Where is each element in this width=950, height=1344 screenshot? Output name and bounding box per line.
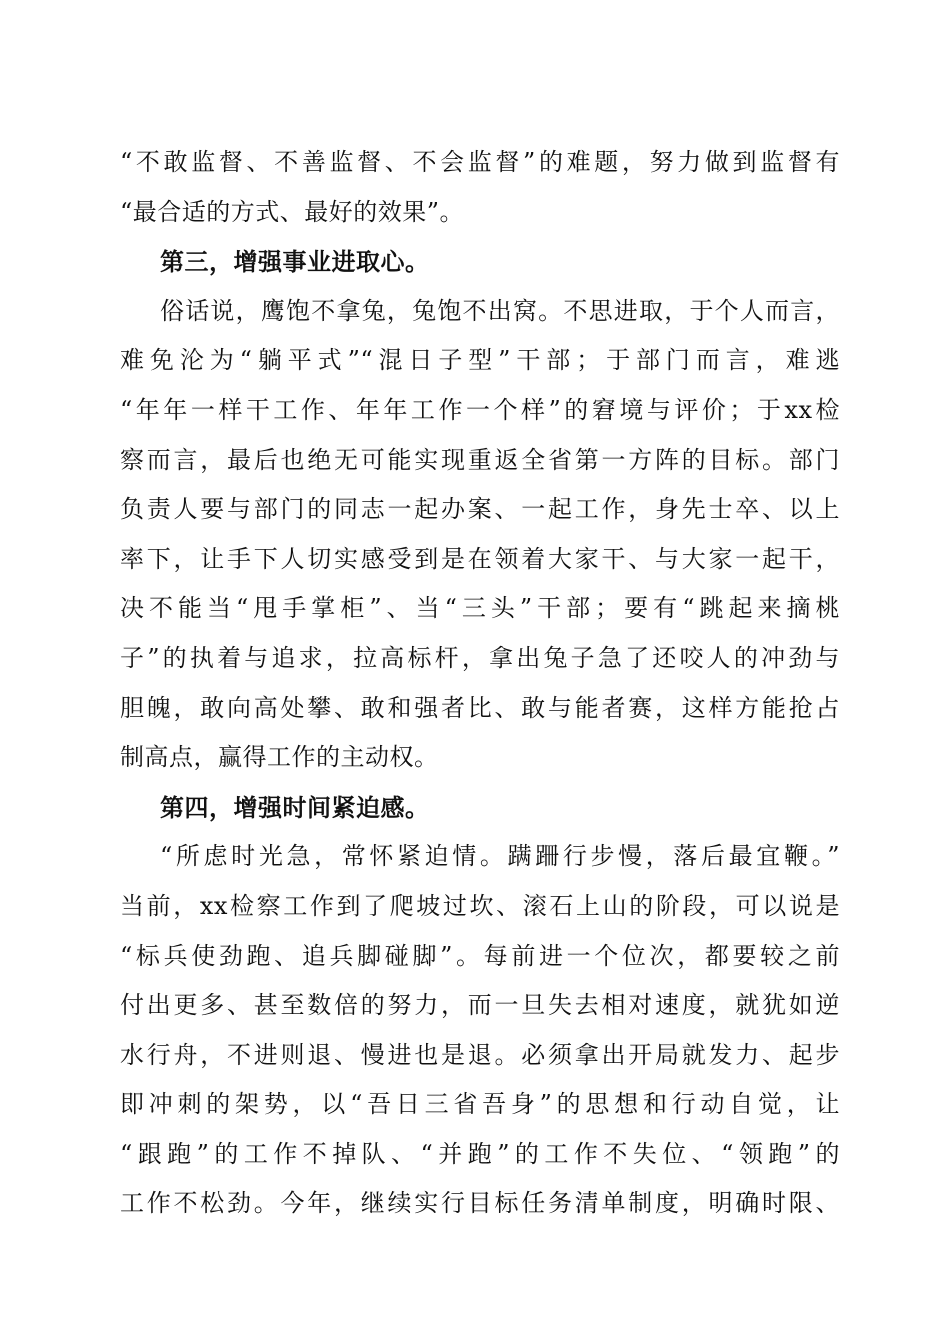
body-line: “不敢监督、不善监督、不会监督”的难题，努力做到监督有 — [120, 148, 840, 176]
body-line: 察而言，最后也绝无可能实现重返全省第一方阵的目标。部门 — [120, 445, 840, 474]
body-line: 制高点，赢得工作的主动权。 — [120, 743, 439, 772]
section-heading-fourth: 第四，增强时间紧迫感。 — [160, 792, 430, 822]
body-line: 率下，让手下人切实感受到是在领着大家干、与大家一起干， — [120, 544, 840, 573]
body-line: 俗话说，鹰饱不拿兔，兔饱不出窝。不思进取，于个人而言， — [160, 296, 840, 325]
body-line: “最合适的方式、最好的效果”。 — [120, 197, 465, 226]
document-body — [120, 138, 840, 1229]
body-line: “标兵使劲跑、追兵脚碰脚”。每前进一个位次，都要较之前 — [120, 941, 840, 970]
body-line: 子”的执着与追求，拉高标杆，拿出兔子急了还咬人的冲劲与 — [120, 643, 840, 672]
section-heading-third: 第三，增强事业进取心。 — [160, 247, 430, 277]
body-line: “所虑时光急，常怀紧迫情。蹒跚行步慢，落后最宜鞭。” — [160, 842, 840, 871]
body-line: 胆魄，敢向高处攀、敢和强者比、敢与能者赛，这样方能抢占 — [120, 693, 840, 722]
body-line: “年年一样干工作、年年工作一个样”的窘境与评价；于xx检 — [120, 395, 840, 424]
body-line: 工作不松劲。今年，继续实行目标任务清单制度，明确时限、 — [120, 1189, 840, 1218]
body-line: 难免沦为“躺平式”“混日子型”干部；于部门而言，难逃 — [120, 346, 840, 375]
body-line: 付出更多、甚至数倍的努力，而一旦失去相对速度，就犹如逆 — [120, 991, 840, 1020]
body-line: 水行舟，不进则退、慢进也是退。必须拿出开局就发力、起步 — [120, 1040, 840, 1069]
body-line: 决不能当“甩手掌柜”、当“三头”干部；要有“跳起来摘桃 — [120, 594, 840, 623]
body-line: “跟跑”的工作不掉队、“并跑”的工作不失位、“领跑”的 — [120, 1139, 840, 1168]
body-line: 即冲刺的架势，以“吾日三省吾身”的思想和行动自觉，让 — [120, 1090, 840, 1119]
body-line: 当前，xx检察工作到了爬坡过坎、滚石上山的阶段，可以说是 — [120, 891, 840, 920]
body-line: 负责人要与部门的同志一起办案、一起工作，身先士卒、以上 — [120, 495, 840, 524]
